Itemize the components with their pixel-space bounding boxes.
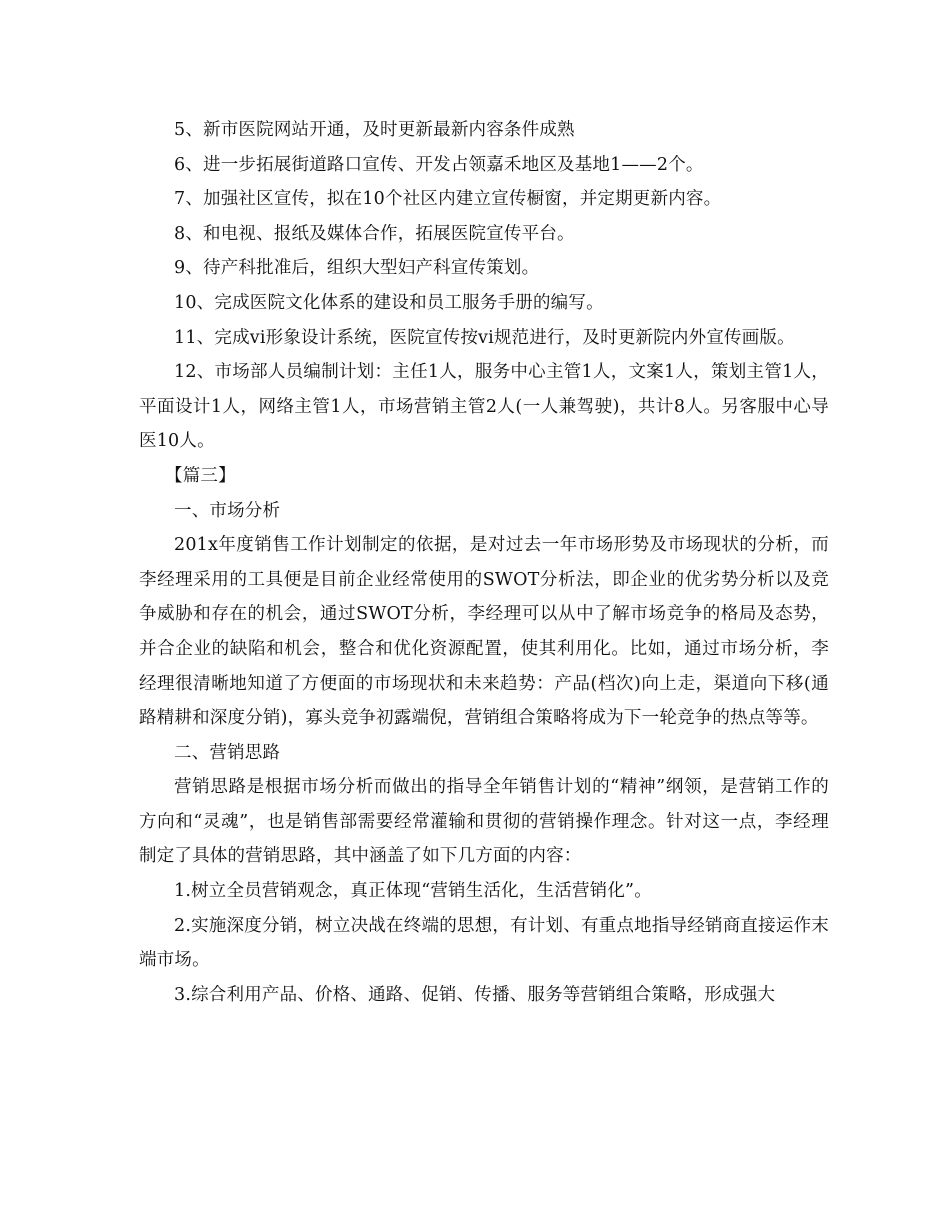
list-item-6: 6、进一步拓展街道路口宣传、开发占领嘉禾地区及基地1——2个。 bbox=[174, 154, 704, 175]
list-item-7: 7、加强社区宣传，拟在10个社区内建立宣传橱窗，并定期更新内容。 bbox=[174, 189, 722, 210]
paragraph-marketing-approach: 营销思路是根据市场分析而做出的指导全年销售计划的“精神”纲领，是营销工作的方向和“灵魂”，也是销售部需要经常灌输和贯彻的营销操作理念。针对这一点，李经理制定了具体的营销思路，其中涵盖了如下几方面的内容： bbox=[139, 777, 829, 867]
list-item-approach-3: 3.综合利用产品、价格、通路、促销、传播、服务等营销组合策略，形成强大 bbox=[174, 984, 776, 1005]
list-item-9: 9、待产科批准后，组织大型妇产科宣传策划。 bbox=[174, 258, 540, 279]
list-item-11: 11、完成vi形象设计系统，医院宣传按vi规范进行，及时更新院内外宣传画版。 bbox=[174, 327, 795, 348]
list-item-12: 12、市场部人员编制计划：主任1人，服务中心主管1人，文案1人，策划主管1人，平面设计1人，网络主管1人，市场营销主管2人(一人兼驾驶)，共计8人。另客服中心导医10人。 bbox=[139, 362, 829, 452]
paragraph-market-analysis: 201x年度销售工作计划制定的依据，是对过去一年市场形势及市场现状的分析，而李经理采用的工具便是目前企业经常使用的SWOT分析法，即企业的优劣势分析以及竞争威胁和存在的机会，通过SWOT分析，李经理可以从中了解市场竞争的格局及态势，并合企业的缺陷和机会，整合和优化资源配置，使其利用化。比如，通过市场分析，李经理很清晰地知道了方便面的市场现状和未来趋势：产品(档次)向上走，渠道向下移(通路精耕和深度分销)，寡头竞争初露端倪，营销组合策略将成为下一轮竞争的热点等等。 bbox=[139, 535, 829, 729]
document-body bbox=[139, 113, 829, 1012]
list-item-5: 5、新市医院网站开通，及时更新最新内容条件成熟 bbox=[174, 120, 575, 140]
list-item-approach-2: 2.实施深度分销，树立决战在终端的思想，有计划、有重点地指导经销商直接运作末端市场。 bbox=[139, 915, 829, 971]
heading-marketing-approach: 二、营销思路 bbox=[174, 742, 281, 763]
heading-market-analysis: 一、市场分析 bbox=[174, 500, 281, 521]
section-title: 【篇三】 bbox=[165, 465, 236, 486]
list-item-approach-1: 1.树立全员营销观念，真正体现“营销生活化，生活营销化”。 bbox=[174, 881, 652, 902]
list-item-8: 8、和电视、报纸及媒体合作，拓展医院宣传平台。 bbox=[174, 223, 575, 244]
list-item-10: 10、完成医院文化体系的建设和员工服务手册的编写。 bbox=[174, 292, 604, 313]
